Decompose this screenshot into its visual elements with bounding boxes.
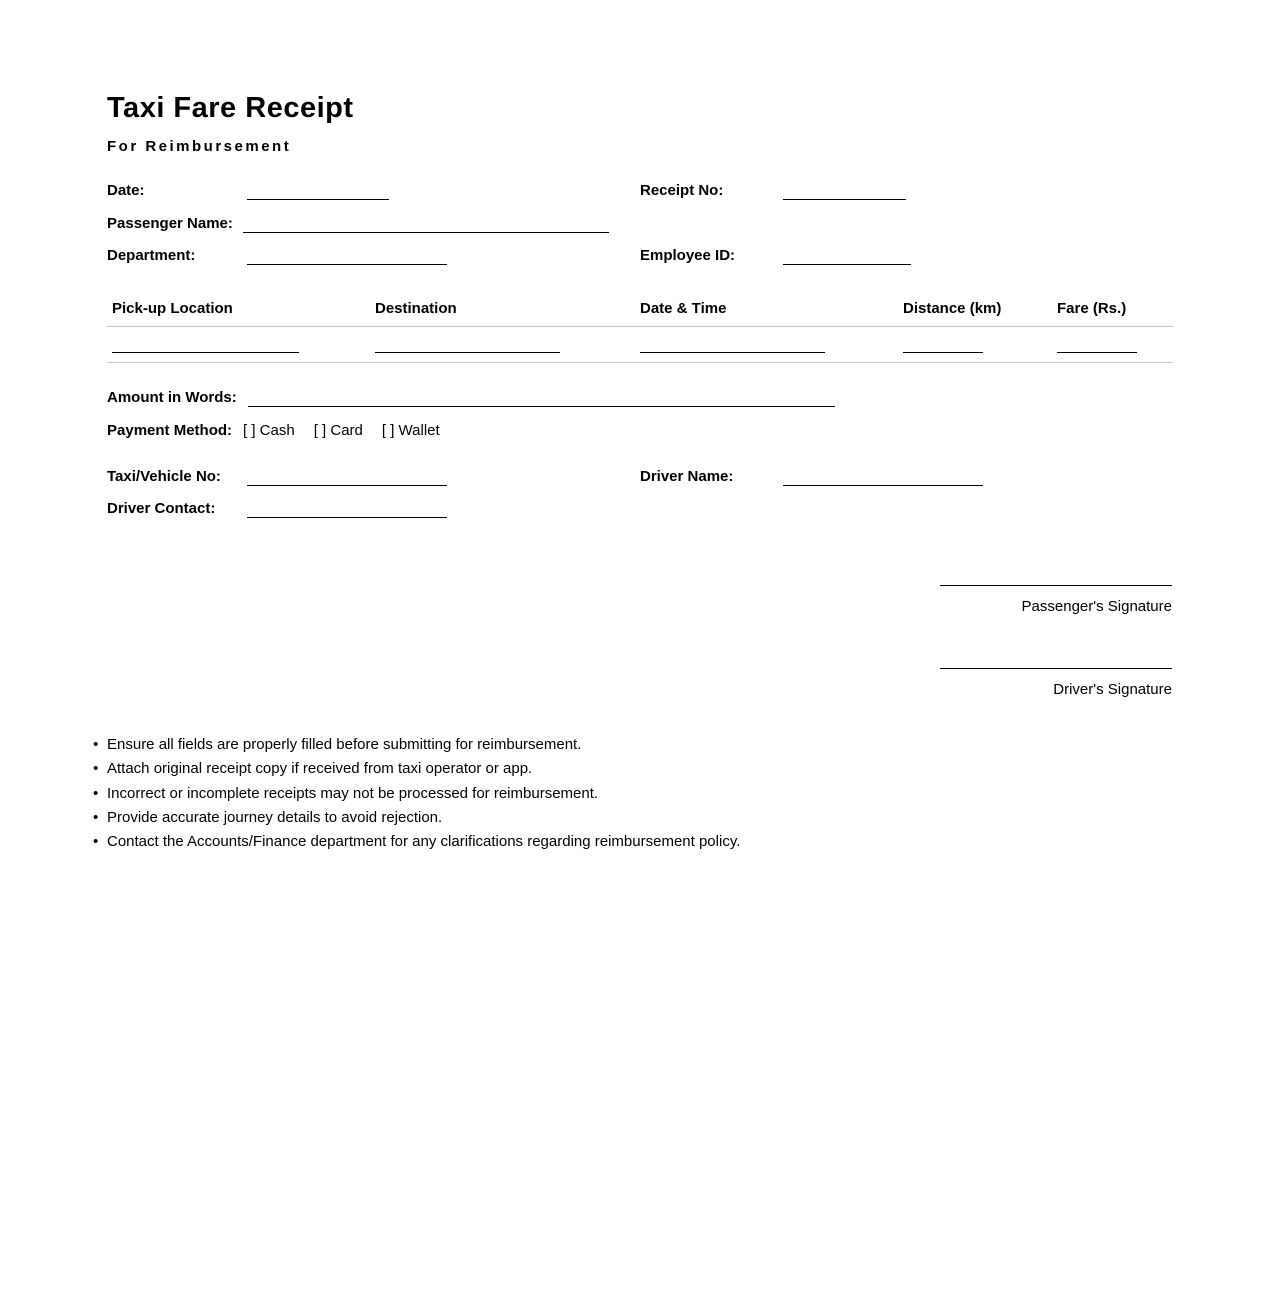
payment-option-wallet[interactable]: [ ] Wallet [381,422,440,439]
trip-table [107,300,1173,363]
payment-option-cash[interactable]: [ ] Cash [243,422,295,439]
trip-table-header-row [107,300,1173,327]
note-item: • Contact the Accounts/Finance department for any clarifications regarding reimbursement policy. [107,830,740,854]
driver-contact-input-line[interactable] [247,498,447,518]
driver-signature-line[interactable] [940,668,1172,669]
driver-contact-field-row [107,499,447,518]
passenger-name-label: Passenger Name: [107,215,233,232]
payment-method-row [107,421,459,440]
employee-id-field-row [640,246,911,265]
taxi-vehicle-no-label: Taxi/Vehicle No: [107,468,221,485]
column-header-datetime: Date & Time [640,300,727,317]
column-header-pickup: Pick-up Location [112,300,233,317]
employee-id-input-line[interactable] [783,245,911,265]
driver-name-label: Driver Name: [640,468,734,485]
cell-pickup [107,327,375,362]
driver-signature-block [940,668,1172,698]
driver-contact-label: Driver Contact: [107,500,216,517]
department-label: Department: [107,247,196,264]
notes-list [107,733,740,854]
driver-signature-label: Driver's Signature [1053,681,1172,698]
employee-id-label: Employee ID: [640,247,736,264]
note-item: • Provide accurate journey details to avoid rejection. [107,806,740,830]
cell-datetime [640,327,903,362]
date-input-line[interactable] [247,180,389,200]
receipt-no-input-line[interactable] [783,180,906,200]
department-input-line[interactable] [247,245,447,265]
payment-method-label: Payment Method: [107,422,233,439]
note-item: • Ensure all fields are properly filled before submitting for reimbursement. [107,733,740,757]
department-field-row [107,246,447,265]
fare-input-line[interactable] [1057,342,1137,353]
cell-fare [1057,327,1173,362]
datetime-input-line[interactable] [640,342,825,353]
driver-name-field-row [640,467,983,486]
passenger-signature-line[interactable] [940,585,1172,586]
passenger-signature-block [940,585,1172,615]
page-title: Taxi Fare Receipt [107,92,354,124]
taxi-vehicle-no-field-row [107,467,447,486]
receipt-no-field-row [640,181,906,200]
destination-input-line[interactable] [375,342,560,353]
distance-input-line[interactable] [903,342,983,353]
payment-option-card[interactable]: [ ] Card [313,422,363,439]
trip-table-row [107,327,1173,363]
page-subtitle: For Reimbursement [107,138,292,155]
taxi-vehicle-no-input-line[interactable] [247,466,447,486]
cell-destination [375,327,640,362]
note-item: • Incorrect or incomplete receipts may not be processed for reimbursement. [107,782,740,806]
passenger-signature-label: Passenger's Signature [1021,598,1172,615]
note-item: • Attach original receipt copy if received from taxi operator or app. [107,757,740,781]
passenger-name-field-row [107,214,609,233]
amount-in-words-label: Amount in Words: [107,389,237,406]
column-header-destination: Destination [375,300,457,317]
date-field-row [107,181,389,200]
amount-in-words-field-row [107,388,835,407]
pickup-input-line[interactable] [112,342,299,353]
amount-in-words-input-line[interactable] [248,387,835,407]
driver-name-input-line[interactable] [783,466,983,486]
column-header-fare: Fare (Rs.) [1057,300,1127,317]
receipt-no-label: Receipt No: [640,182,724,199]
date-label: Date: [107,182,145,199]
column-header-distance: Distance (km) [903,300,1002,317]
passenger-name-input-line[interactable] [243,213,609,233]
cell-distance [903,327,1057,362]
